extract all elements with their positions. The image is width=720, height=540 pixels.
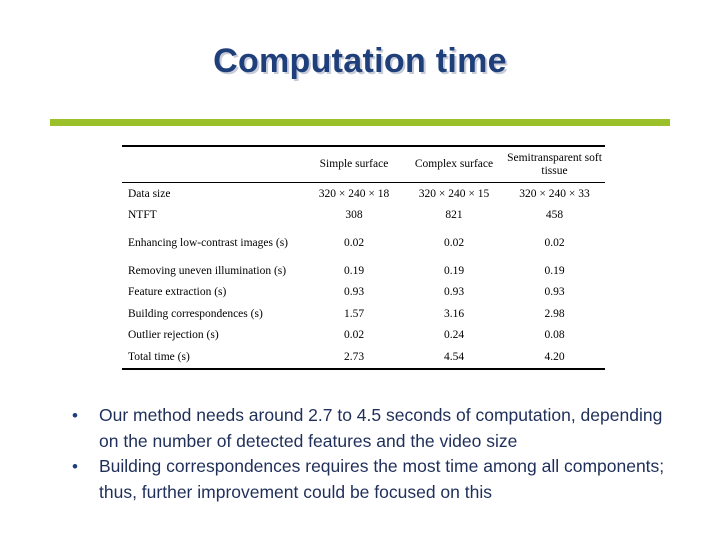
bullet-text: Our method needs around 2.7 to 4.5 seconds of computation, depending on the number of detected features and the video size [99,405,663,451]
cell-value: 0.19 [544,264,565,277]
cell-value: 2.73 [304,346,404,369]
cell-value: 0.08 [544,329,565,342]
table-row [122,346,605,369]
cell-value: 0.24 [443,329,465,342]
cell-value: 0.19 [443,264,465,277]
row-label: Outlier rejection (s) [128,329,219,342]
cell-value: 1.57 [343,307,365,320]
row-label: Total time (s) [122,346,304,369]
cell-value: 2.98 [544,307,565,320]
cell-value: 821 [445,209,463,222]
cell-value: 0.02 [343,236,365,249]
cell-value: 320 × 240 × 15 [418,187,490,200]
table-row [122,282,605,304]
header-cell-simple-surface: Simple surface [304,146,404,183]
bullet-dot-icon: • [72,457,78,476]
bullet-dot-icon: • [72,406,78,425]
header-cell-empty [122,146,304,183]
cell-value: 0.93 [343,286,365,299]
bullet-item [72,454,682,505]
computation-time-table [122,145,605,370]
cell-value: 0.02 [343,329,365,342]
header-cell-complex-surface: Complex surface [404,146,504,183]
table-header-row [122,146,605,183]
table-row [122,205,605,227]
cell-value: 3.16 [443,307,465,320]
bullet-text: Building correspondences requires the most time among all components; thus, further improvement could be focused on this [99,456,665,502]
cell-value: 320 × 240 × 18 [318,187,390,200]
table-row [122,325,605,347]
row-label: Feature extraction (s) [128,286,227,299]
table-row [122,260,605,282]
cell-value: 308 [345,209,363,222]
table-row [122,226,605,260]
cell-value: 4.54 [404,346,504,369]
bullet-list [72,403,682,505]
row-label: NTFT [128,209,157,222]
table-row [122,183,605,205]
bullet-item [72,403,682,454]
cell-value: 0.19 [343,264,365,277]
cell-value: 0.93 [544,286,565,299]
cell-value: 320 × 240 × 33 [519,187,590,200]
cell-value: 0.93 [443,286,465,299]
cell-value: 0.02 [544,236,565,249]
row-label: Removing uneven illumination (s) [128,264,287,277]
header-cell-semitransparent: Semitransparent soft tissue [504,146,605,183]
slide-title: Computation time [213,42,507,80]
row-label: Enhancing low-contrast images (s) [128,236,288,249]
row-label: Data size [128,187,171,200]
cell-value: 4.20 [504,346,605,369]
cell-value: 458 [545,209,564,222]
title-divider [50,119,670,126]
table-row [122,303,605,325]
cell-value: 0.02 [443,236,465,249]
row-label: Building correspondences (s) [128,307,263,320]
